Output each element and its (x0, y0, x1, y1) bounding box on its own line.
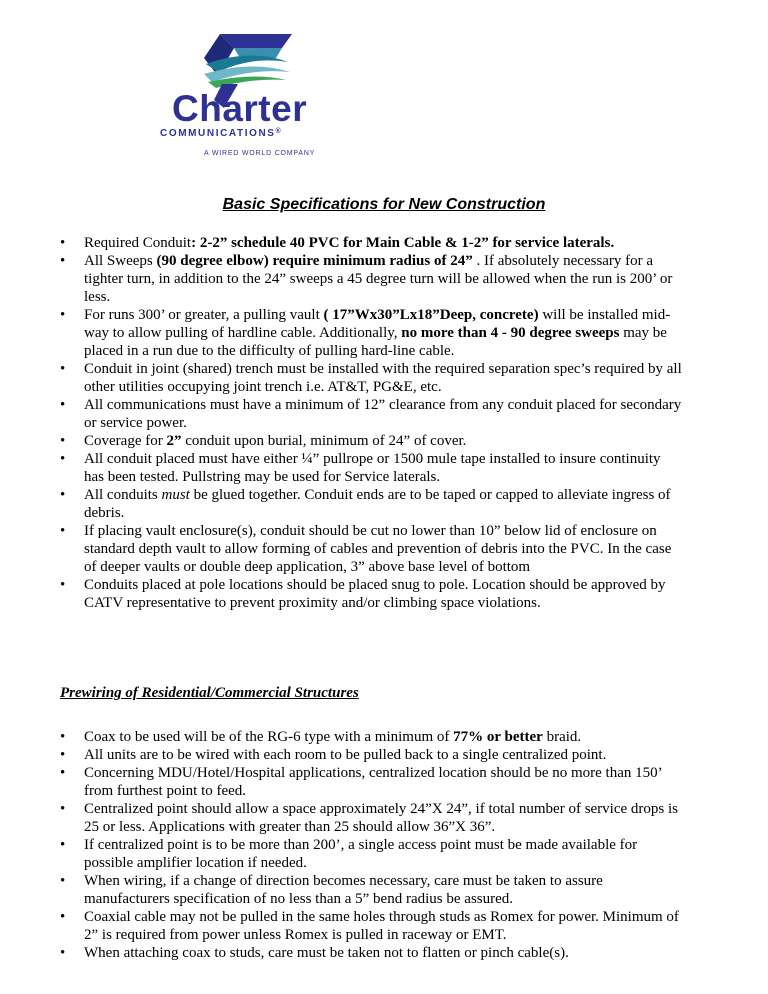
brand-tagline: A WIRED WORLD COMPANY (204, 150, 316, 157)
page-title: Basic Specifications for New Construction (222, 196, 546, 213)
brand-name: Charter (172, 88, 308, 129)
list-item: • Conduit in joint (shared) trench must be installed with the required separation spec’s required by all other utilities occupying joint trench i.e. AT&T, PG&E, etc. (84, 360, 684, 396)
list-item: • When attaching coax to studs, care must be taken not to flatten or pinch cable(s). (84, 944, 684, 962)
section-heading: Prewiring of Residential/Commercial Structures (60, 685, 359, 701)
list-item: • For runs 300’ or greater, a pulling vault ( 17”Wx30”Lx18”Deep, concrete) will be installed mid-way to allow pulling of hardline cable. Additionally, no more than 4 - 90 degree sweeps may be placed in a run due to the difficulty of pulling hard-line cable. (84, 306, 684, 360)
list-item: • Conduits placed at pole locations should be placed snug to pole. Location should be approved by CATV representative to prevent proximity and/or climbing space violations. (84, 576, 684, 612)
list-item: • Coaxial cable may not be pulled in the same holes through studs as Romex for power. Minimum of 2” is required from power unless Romex is pulled in raceway or EMT. (84, 908, 684, 944)
list-item: • All Sweeps (90 degree elbow) require minimum radius of 24” . If absolutely necessary for a tighter turn, in addition to the 24” sweeps a 45 degree turn will be allowed when the run is 200’ or less. (84, 252, 684, 306)
prewire-list (84, 728, 684, 962)
list-item: • Coax to be used will be of the RG-6 type with a minimum of 77% or better braid. (84, 728, 684, 746)
list-item: • All conduits must be glued together. Conduit ends are to be taped or capped to alleviate ingress of debris. (84, 486, 684, 522)
list-item: • Required Conduit: 2-2” schedule 40 PVC for Main Cable & 1-2” for service laterals. (84, 234, 684, 252)
list-item: • If placing vault enclosure(s), conduit should be cut no lower than 10” below lid of enclosure on standard depth vault to allow forming of cables and prevention of debris into the PVC. In the case of deeper vaults or double deep application, 3” above base level of bottom (84, 522, 684, 576)
brand-sub: COMMUNICATIONS® (160, 128, 283, 139)
spec-list (84, 234, 684, 612)
list-item: • If centralized point is to be more than 200’, a single access point must be made available for possible amplifier location if needed. (84, 836, 684, 872)
list-item: • All communications must have a minimum of 12” clearance from any conduit placed for secondary or service power. (84, 396, 684, 432)
list-item: • Concerning MDU/Hotel/Hospital applications, centralized location should be no more than 150’ from furthest point to feed. (84, 764, 684, 800)
list-item: • All units are to be wired with each room to be pulled back to a single centralized point. (84, 746, 684, 764)
list-item: • All conduit placed must have either ¼” pullrope or 1500 mule tape installed to insure continuity has been tested. Pullstring may be used for Service laterals. (84, 450, 684, 486)
list-item: • When wiring, if a change of direction becomes necessary, care must be taken to assure manufacturers specification of no less than a 5” bend radius be assured. (84, 872, 684, 908)
list-item: • Coverage for 2” conduit upon burial, minimum of 24” of cover. (84, 432, 684, 450)
list-item: • Centralized point should allow a space approximately 24”X 24”, if total number of service drops is 25 or less. Applications with greater than 25 should allow 36”X 36”. (84, 800, 684, 836)
